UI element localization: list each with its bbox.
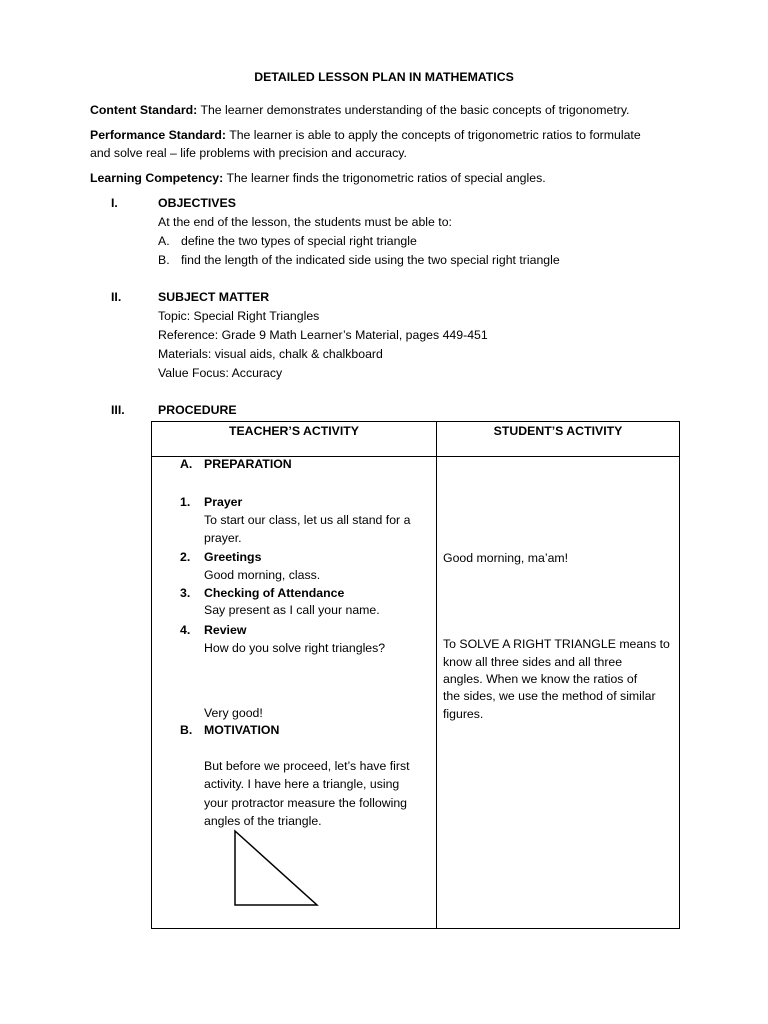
right-triangle-figure bbox=[230, 828, 322, 910]
objective-letter: A. bbox=[158, 234, 170, 248]
objectives-numeral: I. bbox=[111, 196, 118, 210]
triangle-shape bbox=[235, 831, 317, 905]
objective-letter: B. bbox=[158, 253, 170, 267]
procedure-numeral: III. bbox=[111, 403, 125, 417]
subject-topic: Topic: Special Right Triangles bbox=[158, 309, 320, 323]
student-review-answer: angles. When we know the ratios of bbox=[443, 672, 638, 686]
motivation-heading: MOTIVATION bbox=[204, 723, 280, 737]
performance-standard-label: Performance Standard: bbox=[90, 128, 226, 142]
item-text: How do you solve right triangles? bbox=[204, 641, 386, 655]
item-heading-review: Review bbox=[204, 623, 247, 637]
performance-standard-text: The learner is able to apply the concepts of trigonometric ratios to formulate and solve real – life problems with precision and accuracy. bbox=[90, 128, 641, 160]
item-text: Good morning, class. bbox=[204, 568, 321, 582]
item-heading-greetings: Greetings bbox=[204, 550, 262, 564]
item-number: 1. bbox=[180, 495, 191, 509]
student-activity-header-label: STUDENT’S ACTIVITY bbox=[493, 424, 623, 438]
item-number: 2. bbox=[180, 550, 191, 564]
student-review-answer: figures. bbox=[443, 707, 484, 721]
motivation-letter: B. bbox=[180, 723, 193, 737]
motivation-text: angles of the triangle. bbox=[204, 814, 322, 828]
subject-materials: Materials: visual aids, chalk & chalkboard bbox=[158, 347, 383, 361]
teacher-activity-header bbox=[152, 422, 437, 457]
performance-standard bbox=[90, 126, 650, 162]
subject-matter-heading: SUBJECT MATTER bbox=[158, 290, 270, 304]
objective-text: find the length of the indicated side using the two special right triangle bbox=[181, 253, 560, 267]
item-heading-prayer: Prayer bbox=[204, 495, 243, 509]
student-greeting: Good morning, ma’am! bbox=[443, 551, 569, 565]
content-standard bbox=[90, 103, 629, 117]
content-standard-label: Content Standard: bbox=[90, 103, 198, 117]
student-review-answer: know all three sides and all three bbox=[443, 655, 623, 669]
objective-text: define the two types of special right triangle bbox=[181, 234, 417, 248]
item-text: prayer. bbox=[204, 531, 242, 545]
objectives-intro: At the end of the lesson, the students must be able to: bbox=[158, 215, 452, 229]
very-good-text: Very good! bbox=[204, 706, 263, 720]
learning-competency bbox=[90, 171, 546, 185]
subject-matter-numeral: II. bbox=[111, 290, 122, 304]
learning-competency-text: The learner finds the trigonometric ratios of special angles. bbox=[223, 171, 546, 185]
item-text: Say present as I call your name. bbox=[204, 603, 380, 617]
learning-competency-label: Learning Competency: bbox=[90, 171, 224, 185]
motivation-text: activity. I have here a triangle, using bbox=[204, 777, 400, 791]
motivation-text: your protractor measure the following bbox=[204, 796, 407, 810]
procedure-heading: PROCEDURE bbox=[158, 403, 237, 417]
objectives-heading: OBJECTIVES bbox=[158, 196, 236, 210]
preparation-letter: A. bbox=[180, 457, 193, 471]
student-review-answer: To SOLVE A RIGHT TRIANGLE means to bbox=[443, 637, 670, 651]
motivation-text: But before we proceed, let’s have first bbox=[204, 759, 410, 773]
item-text: To start our class, let us all stand for a bbox=[204, 513, 411, 527]
subject-reference: Reference: Grade 9 Math Learner’s Material, pages 449-451 bbox=[158, 328, 488, 342]
item-heading-attendance: Checking of Attendance bbox=[204, 586, 345, 600]
item-number: 4. bbox=[180, 623, 191, 637]
item-number: 3. bbox=[180, 586, 191, 600]
document-title: DETAILED LESSON PLAN IN MATHEMATICS bbox=[254, 70, 514, 84]
student-review-answer: the sides, we use the method of similar bbox=[443, 689, 656, 703]
preparation-heading: PREPARATION bbox=[204, 457, 292, 471]
teacher-activity-header-label: TEACHER’S ACTIVITY bbox=[228, 424, 360, 438]
subject-value-focus: Value Focus: Accuracy bbox=[158, 366, 283, 380]
content-standard-text: The learner demonstrates understanding of the basic concepts of trigonometry. bbox=[197, 103, 630, 117]
student-activity-header bbox=[437, 422, 680, 457]
